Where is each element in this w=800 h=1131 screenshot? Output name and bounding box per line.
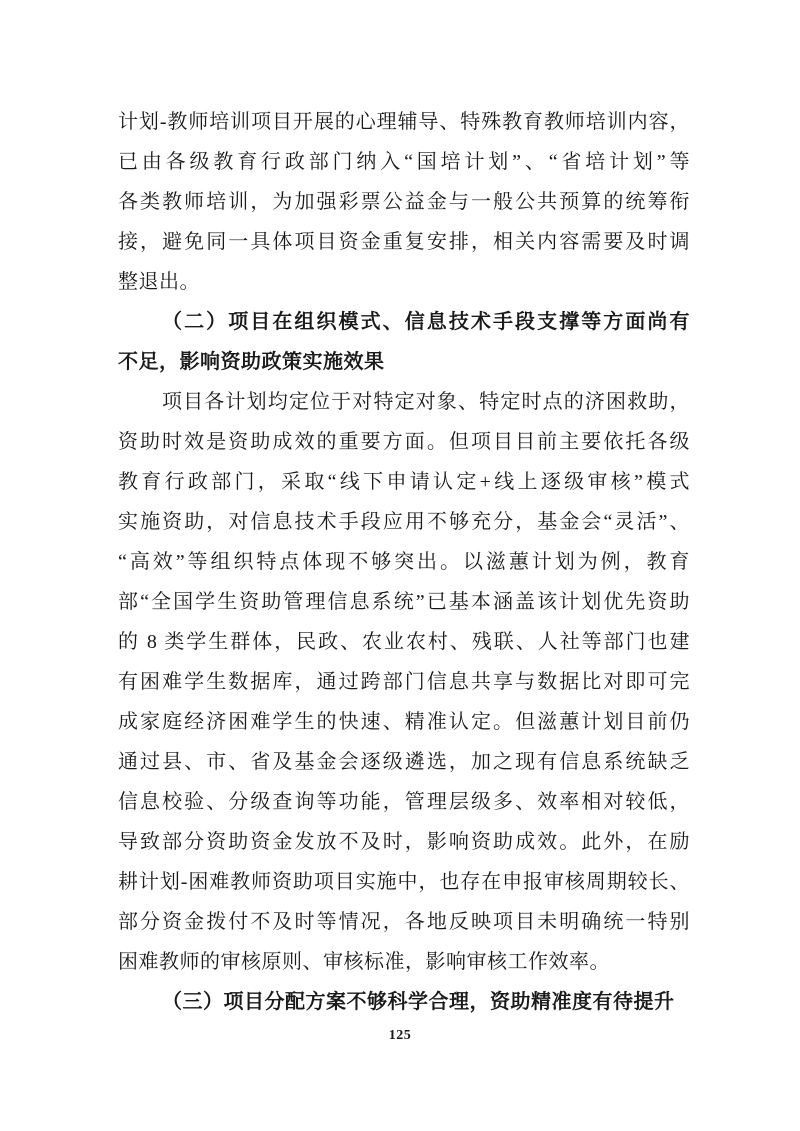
section-heading-line: （二）项目在组织模式、信息技术手段支撑等方面尚有 [162,311,690,333]
text-line: 项目各计划均定位于对特定对象、特定时点的济困救助， [162,391,690,413]
text-line: 实施资助，对信息技术手段应用不够充分，基金会“灵活”、 [118,511,690,533]
text-line: 导致部分资助资金发放不及时，影响资助成效。此外，在励 [118,831,690,853]
text-line: 困难教师的审核原则、审核标准，影响审核工作效率。 [118,951,610,973]
text-line: 计划-教师培训项目开展的心理辅导、特殊教育教师培训内容， [118,111,690,133]
text-line: 部分资金拨付不及时等情况，各地反映项目未明确统一特别 [118,911,690,933]
text-line: 信息校验、分级查询等功能，管理层级多、效率相对较低， [118,791,690,813]
text-line: 已由各级教育行政部门纳入“国培计划”、“省培计划”等 [118,151,690,173]
text-line: 资助时效是资助成效的重要方面。但项目目前主要依托各级 [118,431,690,453]
text-line: 教育行政部门，采取“线下申请认定+线上逐级审核”模式 [118,471,690,493]
text-body [118,102,690,1022]
section-heading-line: （三）项目分配方案不够科学合理，资助精准度有待提升 [162,991,675,1013]
page-number: 125 [388,1028,412,1043]
text-line: 通过县、市、省及基金会逐级遴选，加之现有信息系统缺乏 [118,751,690,773]
text-line: 各类教师培训，为加强彩票公益金与一般公共预算的统筹衔 [118,191,690,213]
text-line: 整退出。 [118,271,200,293]
text-line: 有困难学生数据库，通过跨部门信息共享与数据比对即可完 [118,671,690,693]
text-line: 接，避免同一具体项目资金重复安排，相关内容需要及时调 [118,231,690,253]
section-heading-line: 不足，影响资助政策实施效果 [118,351,385,373]
text-line: 部“全国学生资助管理信息系统”已基本涵盖该计划优先资助 [118,591,690,613]
text-line: 的 8 类学生群体，民政、农业农村、残联、人社等部门也建 [118,631,690,653]
text-line: “高效”等组织特点体现不够突出。以滋蕙计划为例，教育 [118,551,690,573]
text-line: 耕计划-困难教师资助项目实施中，也存在申报审核周期较长、 [118,871,690,893]
text-line: 成家庭经济困难学生的快速、精准认定。但滋蕙计划目前仍 [118,711,690,733]
